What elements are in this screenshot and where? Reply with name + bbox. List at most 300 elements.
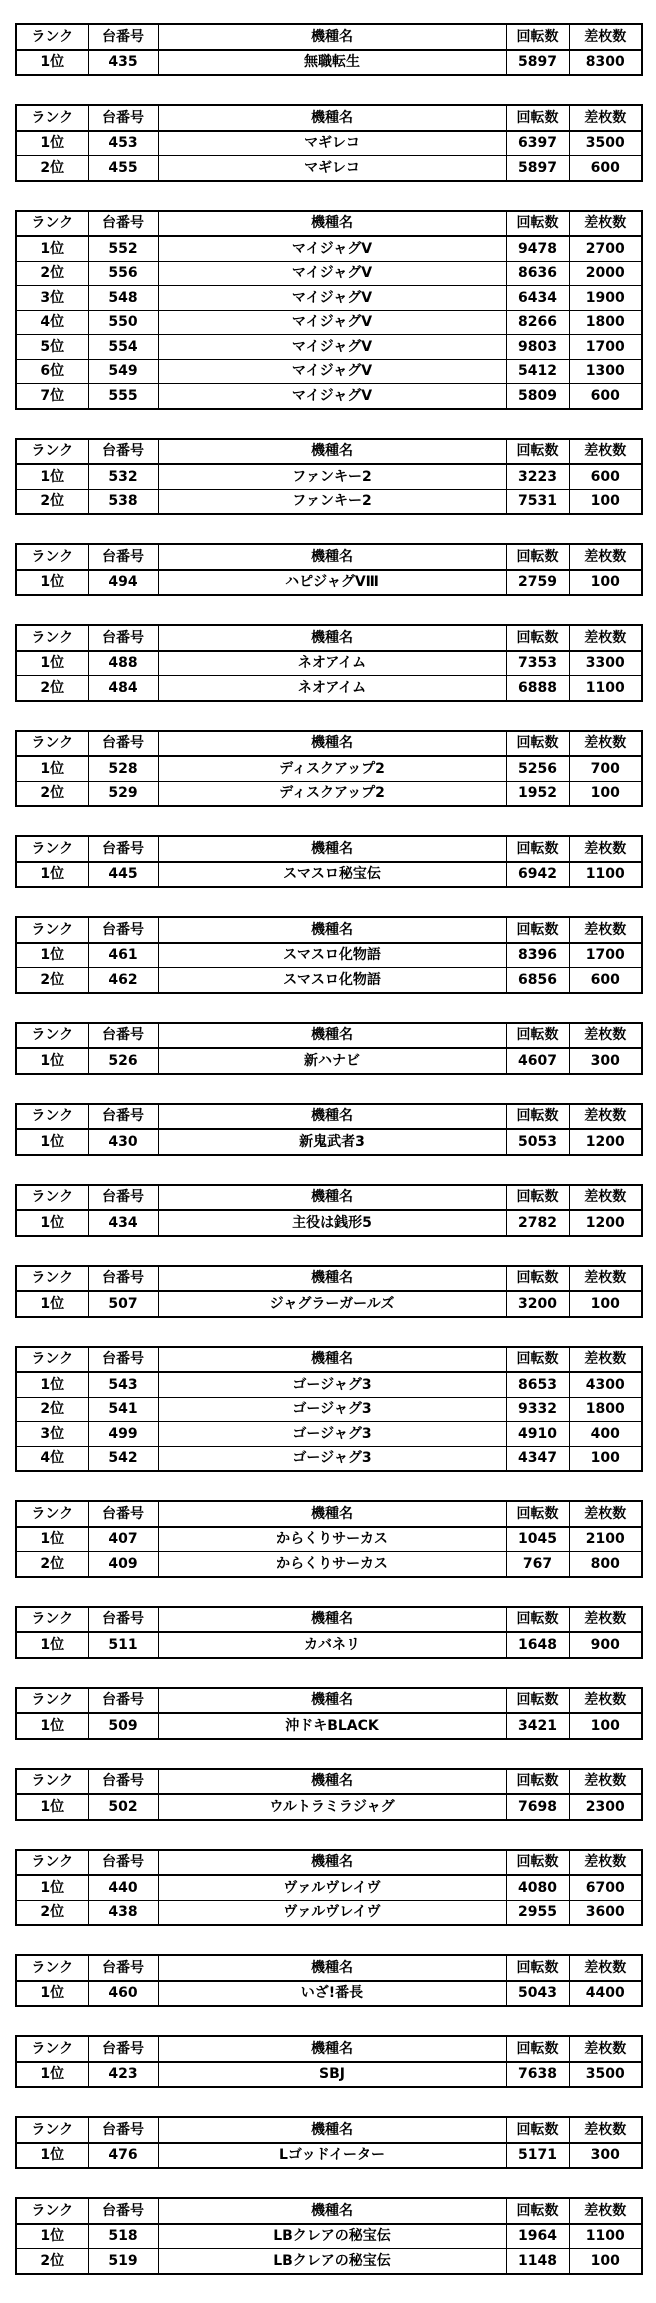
ranking-table [15, 1768, 643, 1821]
header-diff: 差枚数 [569, 1688, 642, 1714]
header-row [16, 1607, 642, 1633]
rank-cell: 4位 [16, 1446, 88, 1471]
header-spins: 回転数 [506, 1607, 569, 1633]
header-diff: 差枚数 [569, 105, 642, 131]
header-rank: ランク [16, 1501, 88, 1527]
spins-cell: 6434 [506, 286, 569, 311]
diff-cell: 100 [569, 1291, 642, 1317]
spins-cell: 3421 [506, 1713, 569, 1739]
table-row [16, 2143, 642, 2169]
header-row [16, 731, 642, 757]
machine-no-cell: 434 [88, 1210, 158, 1236]
diff-cell: 1300 [569, 359, 642, 384]
rank-cell: 3位 [16, 1422, 88, 1447]
machine-no-cell: 542 [88, 1446, 158, 1471]
header-spins: 回転数 [506, 1185, 569, 1211]
header-machine-no: 台番号 [88, 1850, 158, 1876]
diff-cell: 3600 [569, 1900, 642, 1925]
header-machine-no: 台番号 [88, 1955, 158, 1981]
table-row [16, 1422, 642, 1447]
header-rank: ランク [16, 24, 88, 50]
machine-name-cell: ディスクアップ2 [158, 781, 506, 806]
machine-name-cell: ヴァルヴレイヴ [158, 1900, 506, 1925]
diff-cell: 1900 [569, 286, 642, 311]
header-machine-no: 台番号 [88, 836, 158, 862]
machine-no-cell: 455 [88, 156, 158, 181]
header-spins: 回転数 [506, 1769, 569, 1795]
table-row [16, 651, 642, 676]
machine-no-cell: 440 [88, 1875, 158, 1900]
header-diff: 差枚数 [569, 917, 642, 943]
machine-name-cell: 主役は銭形5 [158, 1210, 506, 1236]
header-row [16, 1955, 642, 1981]
diff-cell: 2000 [569, 261, 642, 286]
header-spins: 回転数 [506, 105, 569, 131]
table-row [16, 781, 642, 806]
header-spins: 回転数 [506, 1104, 569, 1130]
header-row [16, 1347, 642, 1373]
diff-cell: 1200 [569, 1210, 642, 1236]
machine-name-cell: ジャグラーガールズ [158, 1291, 506, 1317]
machine-no-cell: 529 [88, 781, 158, 806]
header-machine-name: 機種名 [158, 2198, 506, 2224]
machine-name-cell: ゴージャグ3 [158, 1372, 506, 1397]
rank-cell: 1位 [16, 1875, 88, 1900]
rank-cell: 1位 [16, 1129, 88, 1155]
machine-no-cell: 460 [88, 1981, 158, 2007]
machine-name-cell: からくりサーカス [158, 1527, 506, 1552]
header-rank: ランク [16, 211, 88, 237]
spins-cell: 7353 [506, 651, 569, 676]
ranking-table [15, 23, 643, 76]
header-diff: 差枚数 [569, 1955, 642, 1981]
rank-cell: 1位 [16, 570, 88, 596]
header-machine-no: 台番号 [88, 2198, 158, 2224]
spins-cell: 9332 [506, 1397, 569, 1422]
rank-cell: 1位 [16, 1048, 88, 1074]
header-row [16, 836, 642, 862]
spins-cell: 6856 [506, 968, 569, 993]
header-rank: ランク [16, 731, 88, 757]
rank-cell: 4位 [16, 310, 88, 335]
spins-cell: 4607 [506, 1048, 569, 1074]
header-rank: ランク [16, 544, 88, 570]
machine-no-cell: 518 [88, 2224, 158, 2249]
rank-cell: 2位 [16, 1397, 88, 1422]
table-row [16, 862, 642, 888]
header-machine-name: 機種名 [158, 1501, 506, 1527]
spins-cell: 5171 [506, 2143, 569, 2169]
header-rank: ランク [16, 1185, 88, 1211]
rank-cell: 1位 [16, 236, 88, 261]
header-machine-no: 台番号 [88, 544, 158, 570]
header-row [16, 439, 642, 465]
table-row [16, 1372, 642, 1397]
diff-cell: 600 [569, 384, 642, 409]
diff-cell: 1100 [569, 676, 642, 701]
header-rank: ランク [16, 917, 88, 943]
header-rank: ランク [16, 1955, 88, 1981]
ranking-table [15, 916, 643, 994]
table-row [16, 131, 642, 156]
machine-no-cell: 453 [88, 131, 158, 156]
machine-name-cell: ゴージャグ3 [158, 1397, 506, 1422]
table-row [16, 384, 642, 409]
machine-no-cell: 502 [88, 1794, 158, 1820]
spins-cell: 1952 [506, 781, 569, 806]
table-row [16, 1527, 642, 1552]
table-row [16, 1632, 642, 1658]
diff-cell: 100 [569, 489, 642, 514]
machine-name-cell: 沖ドキBLACK [158, 1713, 506, 1739]
header-machine-no: 台番号 [88, 1023, 158, 1049]
ranking-table [15, 104, 643, 182]
header-diff: 差枚数 [569, 2198, 642, 2224]
table-row [16, 968, 642, 993]
machine-name-cell: スマスロ秘宝伝 [158, 862, 506, 888]
header-row [16, 1688, 642, 1714]
spins-cell: 7698 [506, 1794, 569, 1820]
header-row [16, 105, 642, 131]
header-diff: 差枚数 [569, 211, 642, 237]
machine-no-cell: 494 [88, 570, 158, 596]
rank-cell: 1位 [16, 1632, 88, 1658]
rank-cell: 2位 [16, 781, 88, 806]
header-machine-no: 台番号 [88, 2036, 158, 2062]
diff-cell: 1100 [569, 862, 642, 888]
diff-cell: 1100 [569, 2224, 642, 2249]
header-machine-name: 機種名 [158, 1266, 506, 1292]
header-machine-name: 機種名 [158, 1769, 506, 1795]
rank-cell: 1位 [16, 1210, 88, 1236]
header-machine-name: 機種名 [158, 836, 506, 862]
header-rank: ランク [16, 1769, 88, 1795]
machine-no-cell: 554 [88, 335, 158, 360]
table-row [16, 943, 642, 968]
rank-cell: 1位 [16, 651, 88, 676]
header-spins: 回転数 [506, 544, 569, 570]
machine-name-cell: マイジャグV [158, 261, 506, 286]
header-machine-no: 台番号 [88, 211, 158, 237]
header-diff: 差枚数 [569, 625, 642, 651]
header-row [16, 1104, 642, 1130]
rank-cell: 1位 [16, 756, 88, 781]
rank-cell: 1位 [16, 2062, 88, 2088]
machine-name-cell: SBJ [158, 2062, 506, 2088]
diff-cell: 100 [569, 2249, 642, 2274]
header-row [16, 625, 642, 651]
table-row [16, 1713, 642, 1739]
table-row [16, 570, 642, 596]
ranking-table [15, 210, 643, 410]
header-machine-name: 機種名 [158, 2117, 506, 2143]
machine-name-cell: 新ハナビ [158, 1048, 506, 1074]
rank-cell: 7位 [16, 384, 88, 409]
machine-name-cell: マイジャグV [158, 236, 506, 261]
rank-cell: 1位 [16, 1291, 88, 1317]
machine-name-cell: マイジャグV [158, 335, 506, 360]
rank-cell: 2位 [16, 2249, 88, 2274]
ranking-table [15, 1103, 643, 1156]
machine-name-cell: ウルトラミラジャグ [158, 1794, 506, 1820]
table-row [16, 359, 642, 384]
machine-name-cell: いざ!番長 [158, 1981, 506, 2007]
machine-name-cell: スマスロ化物語 [158, 943, 506, 968]
header-spins: 回転数 [506, 1688, 569, 1714]
diff-cell: 300 [569, 2143, 642, 2169]
spins-cell: 5412 [506, 359, 569, 384]
machine-name-cell: ネオアイム [158, 651, 506, 676]
table-row [16, 236, 642, 261]
header-machine-no: 台番号 [88, 2117, 158, 2143]
header-machine-name: 機種名 [158, 544, 506, 570]
header-diff: 差枚数 [569, 1347, 642, 1373]
diff-cell: 1700 [569, 943, 642, 968]
spins-cell: 2782 [506, 1210, 569, 1236]
spins-cell: 9478 [506, 236, 569, 261]
table-row [16, 261, 642, 286]
table-row [16, 286, 642, 311]
table-row [16, 756, 642, 781]
rank-cell: 1位 [16, 1713, 88, 1739]
table-row [16, 310, 642, 335]
header-rank: ランク [16, 1850, 88, 1876]
spins-cell: 1964 [506, 2224, 569, 2249]
ranking-table [15, 2116, 643, 2169]
spins-cell: 5053 [506, 1129, 569, 1155]
header-machine-no: 台番号 [88, 1769, 158, 1795]
diff-cell: 100 [569, 570, 642, 596]
machine-no-cell: 430 [88, 1129, 158, 1155]
ranking-table [15, 1346, 643, 1473]
rank-cell: 1位 [16, 1981, 88, 2007]
spins-cell: 3200 [506, 1291, 569, 1317]
machine-no-cell: 552 [88, 236, 158, 261]
table-row [16, 1552, 642, 1577]
spins-cell: 8266 [506, 310, 569, 335]
header-spins: 回転数 [506, 917, 569, 943]
machine-no-cell: 526 [88, 1048, 158, 1074]
diff-cell: 300 [569, 1048, 642, 1074]
header-rank: ランク [16, 1347, 88, 1373]
rank-cell: 6位 [16, 359, 88, 384]
header-row [16, 917, 642, 943]
header-rank: ランク [16, 2198, 88, 2224]
machine-no-cell: 555 [88, 384, 158, 409]
ranking-table [15, 543, 643, 596]
rank-cell: 3位 [16, 286, 88, 311]
header-machine-no: 台番号 [88, 625, 158, 651]
machine-no-cell: 548 [88, 286, 158, 311]
header-diff: 差枚数 [569, 1501, 642, 1527]
rank-cell: 1位 [16, 464, 88, 489]
header-rank: ランク [16, 1266, 88, 1292]
diff-cell: 4400 [569, 1981, 642, 2007]
header-rank: ランク [16, 105, 88, 131]
spins-cell: 8396 [506, 943, 569, 968]
table-row [16, 2249, 642, 2274]
rank-cell: 1位 [16, 2224, 88, 2249]
spins-cell: 4910 [506, 1422, 569, 1447]
table-row [16, 156, 642, 181]
machine-name-cell: スマスロ化物語 [158, 968, 506, 993]
rank-cell: 2位 [16, 1900, 88, 1925]
rank-cell: 1位 [16, 50, 88, 76]
diff-cell: 100 [569, 1713, 642, 1739]
rank-cell: 2位 [16, 968, 88, 993]
machine-name-cell: マイジャグV [158, 286, 506, 311]
machine-name-cell: マイジャグV [158, 310, 506, 335]
header-row [16, 1769, 642, 1795]
ranking-table [15, 1687, 643, 1740]
machine-name-cell: 無職転生 [158, 50, 506, 76]
diff-cell: 600 [569, 464, 642, 489]
spins-cell: 5809 [506, 384, 569, 409]
ranking-table [15, 1022, 643, 1075]
header-machine-no: 台番号 [88, 1501, 158, 1527]
spins-cell: 8636 [506, 261, 569, 286]
spins-cell: 4347 [506, 1446, 569, 1471]
diff-cell: 100 [569, 781, 642, 806]
rank-cell: 1位 [16, 2143, 88, 2169]
header-spins: 回転数 [506, 439, 569, 465]
spins-cell: 1148 [506, 2249, 569, 2274]
header-machine-name: 機種名 [158, 1688, 506, 1714]
machine-no-cell: 476 [88, 2143, 158, 2169]
machine-no-cell: 543 [88, 1372, 158, 1397]
machine-name-cell: ファンキー2 [158, 489, 506, 514]
spins-cell: 2955 [506, 1900, 569, 1925]
table-row [16, 1875, 642, 1900]
header-spins: 回転数 [506, 1266, 569, 1292]
machine-no-cell: 499 [88, 1422, 158, 1447]
header-machine-name: 機種名 [158, 105, 506, 131]
machine-no-cell: 409 [88, 1552, 158, 1577]
machine-no-cell: 528 [88, 756, 158, 781]
machine-name-cell: マイジャグV [158, 384, 506, 409]
header-row [16, 2036, 642, 2062]
header-rank: ランク [16, 2036, 88, 2062]
ranking-table [15, 730, 643, 808]
rank-cell: 2位 [16, 261, 88, 286]
ranking-table [15, 1606, 643, 1659]
header-diff: 差枚数 [569, 1769, 642, 1795]
header-row [16, 211, 642, 237]
machine-name-cell: ヴァルヴレイヴ [158, 1875, 506, 1900]
rank-cell: 1位 [16, 862, 88, 888]
header-rank: ランク [16, 625, 88, 651]
header-machine-no: 台番号 [88, 731, 158, 757]
header-row [16, 1850, 642, 1876]
ranking-table [15, 624, 643, 702]
machine-no-cell: 438 [88, 1900, 158, 1925]
diff-cell: 8300 [569, 50, 642, 76]
machine-name-cell: マイジャグV [158, 359, 506, 384]
header-spins: 回転数 [506, 1501, 569, 1527]
header-machine-name: 機種名 [158, 1850, 506, 1876]
table-row [16, 489, 642, 514]
spins-cell: 9803 [506, 335, 569, 360]
table-row [16, 1129, 642, 1155]
header-spins: 回転数 [506, 2036, 569, 2062]
header-rank: ランク [16, 1104, 88, 1130]
ranking-table [15, 1184, 643, 1237]
machine-name-cell: ハピジャグVⅢ [158, 570, 506, 596]
table-row [16, 1900, 642, 1925]
header-machine-no: 台番号 [88, 1607, 158, 1633]
header-spins: 回転数 [506, 1023, 569, 1049]
header-machine-no: 台番号 [88, 24, 158, 50]
rank-cell: 2位 [16, 156, 88, 181]
spins-cell: 2759 [506, 570, 569, 596]
table-row [16, 2062, 642, 2088]
header-diff: 差枚数 [569, 1185, 642, 1211]
header-machine-no: 台番号 [88, 105, 158, 131]
machine-no-cell: 407 [88, 1527, 158, 1552]
ranking-table [15, 1849, 643, 1927]
table-row [16, 1048, 642, 1074]
rank-cell: 2位 [16, 1552, 88, 1577]
header-row [16, 1023, 642, 1049]
machine-no-cell: 550 [88, 310, 158, 335]
header-spins: 回転数 [506, 1955, 569, 1981]
table-row [16, 1446, 642, 1471]
header-machine-name: 機種名 [158, 1104, 506, 1130]
machine-name-cell: LBクレアの秘宝伝 [158, 2224, 506, 2249]
machine-no-cell: 435 [88, 50, 158, 76]
diff-cell: 2100 [569, 1527, 642, 1552]
header-row [16, 2198, 642, 2224]
machine-no-cell: 556 [88, 261, 158, 286]
diff-cell: 600 [569, 156, 642, 181]
table-row [16, 1291, 642, 1317]
header-spins: 回転数 [506, 731, 569, 757]
header-diff: 差枚数 [569, 1104, 642, 1130]
spins-cell: 7531 [506, 489, 569, 514]
table-row [16, 464, 642, 489]
diff-cell: 1700 [569, 335, 642, 360]
machine-no-cell: 461 [88, 943, 158, 968]
machine-name-cell: カバネリ [158, 1632, 506, 1658]
ranking-table [15, 835, 643, 888]
spins-cell: 5897 [506, 50, 569, 76]
header-row [16, 1266, 642, 1292]
header-rank: ランク [16, 2117, 88, 2143]
header-spins: 回転数 [506, 625, 569, 651]
header-machine-name: 機種名 [158, 1185, 506, 1211]
header-rank: ランク [16, 439, 88, 465]
header-diff: 差枚数 [569, 1023, 642, 1049]
machine-no-cell: 488 [88, 651, 158, 676]
header-diff: 差枚数 [569, 439, 642, 465]
spins-cell: 4080 [506, 1875, 569, 1900]
ranking-table [15, 2035, 643, 2088]
diff-cell: 2300 [569, 1794, 642, 1820]
header-diff: 差枚数 [569, 2036, 642, 2062]
diff-cell: 3300 [569, 651, 642, 676]
header-spins: 回転数 [506, 2117, 569, 2143]
diff-cell: 1200 [569, 1129, 642, 1155]
machine-no-cell: 541 [88, 1397, 158, 1422]
machine-name-cell: ゴージャグ3 [158, 1446, 506, 1471]
ranking-table [15, 1500, 643, 1578]
diff-cell: 100 [569, 1446, 642, 1471]
spins-cell: 3223 [506, 464, 569, 489]
header-diff: 差枚数 [569, 544, 642, 570]
diff-cell: 800 [569, 1552, 642, 1577]
diff-cell: 400 [569, 1422, 642, 1447]
header-machine-no: 台番号 [88, 1266, 158, 1292]
